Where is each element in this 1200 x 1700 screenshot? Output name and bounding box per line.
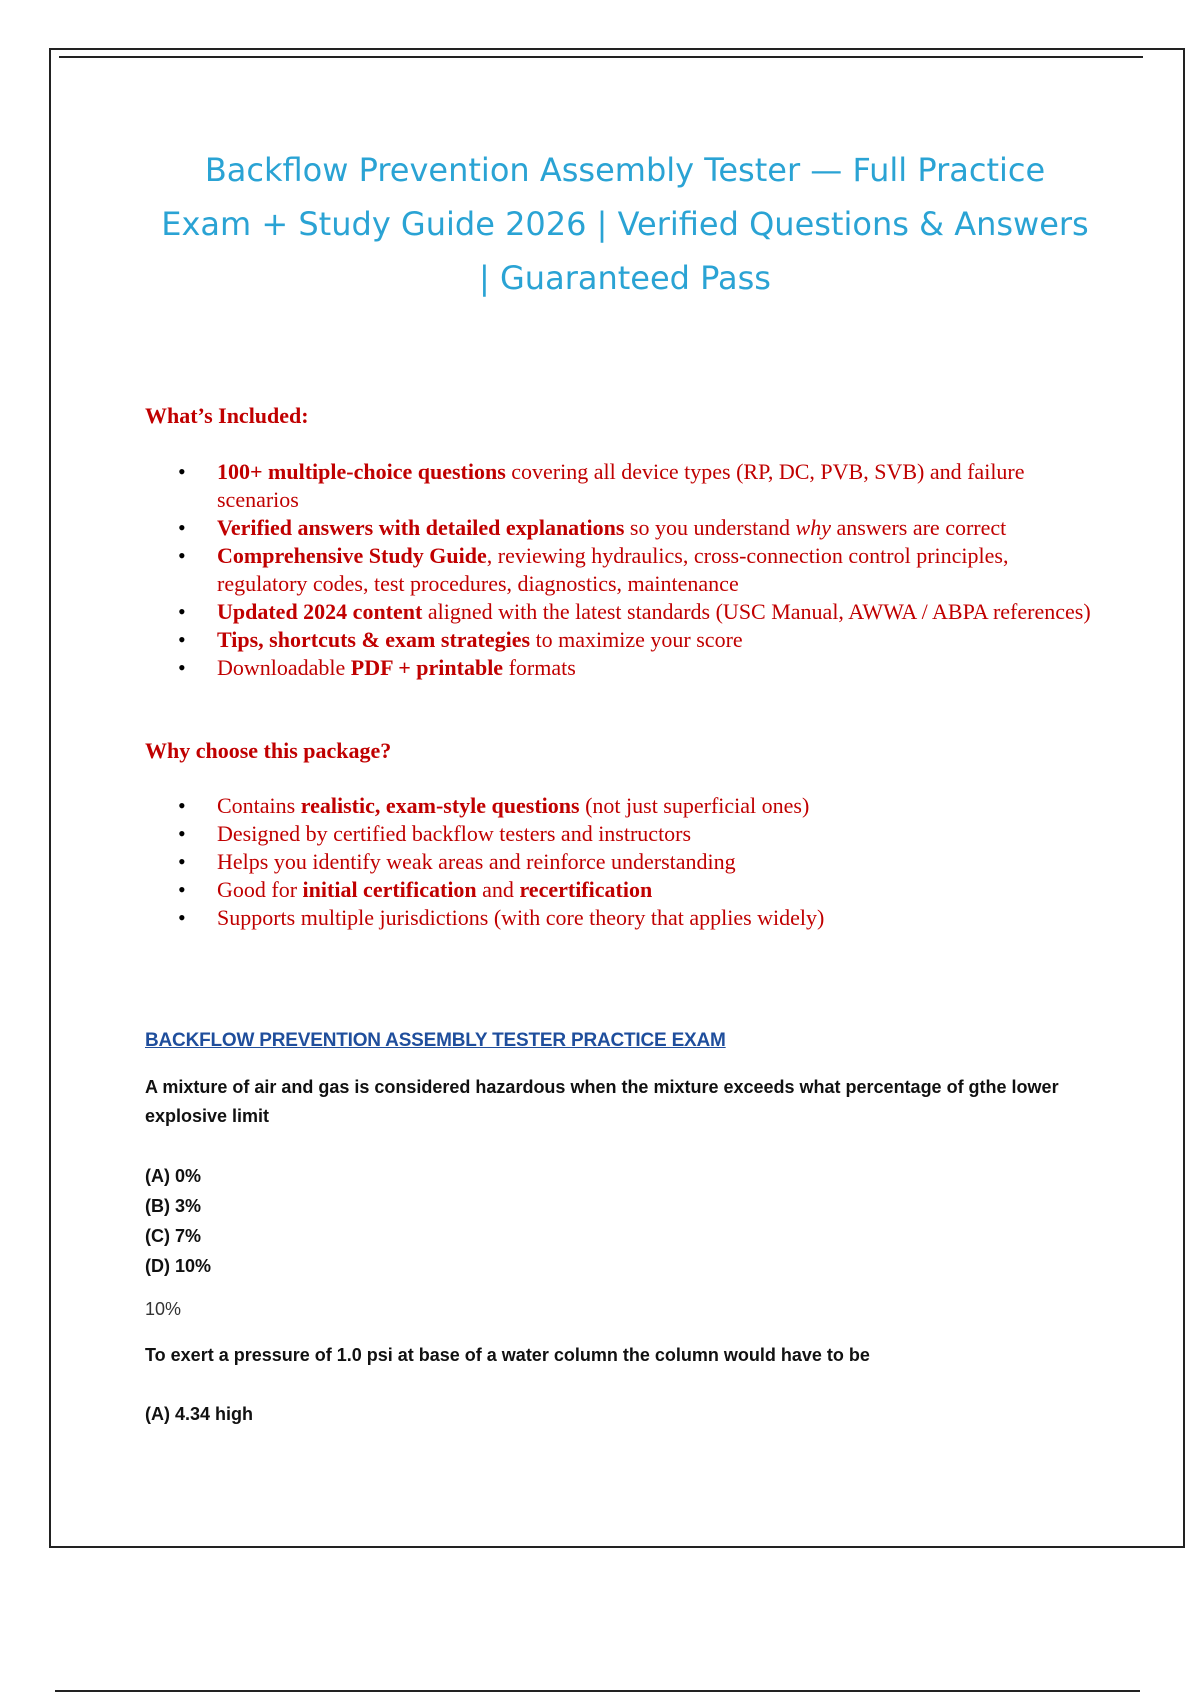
included-item: • Verified answers with detailed explanations so you understand why answers are correct [145,514,1095,542]
included-list [145,458,1095,682]
why-item: • Supports multiple jurisdictions (with core theory that applies widely) [145,904,1095,932]
why-heading: Why choose this package? [145,738,392,763]
title-line-1: Backflow Prevention Assembly Tester — Full Practice [204,151,1046,189]
question-2: To exert a pressure of 1.0 psi at base of a water column the column would have to be [145,1345,870,1365]
included-item: • Downloadable PDF + printable formats [145,654,1095,682]
document-title [100,143,1150,305]
option-a: (A) 0% [145,1166,202,1186]
why-item: • Contains realistic, exam-style questions (not just superficial ones) [145,792,1095,820]
top-rule [59,56,1143,58]
included-heading: What’s Included: [145,403,309,428]
included-item: • 100+ multiple-choice questions covering all device types (RP, DC, PVB, SVB) and failure scenarios [145,458,1095,514]
included-item: • Updated 2024 content aligned with the latest standards (USC Manual, AWWA / ABPA references) [145,598,1095,626]
option-a: (A) 4.34 high [145,1404,254,1424]
why-item: • Good for initial certification and recertification [145,876,1095,904]
why-list [145,792,1095,932]
title-line-2: Exam + Study Guide 2026 | Verified Questions & Answers [161,205,1089,243]
included-item: • Comprehensive Study Guide, reviewing hydraulics, cross-connection control principles, regulatory codes, test procedures, diagnostics, maintenance [145,542,1095,598]
question-2-options [145,1399,253,1429]
option-d: (D) 10% [145,1256,212,1276]
title-line-3: | Guaranteed Pass [479,259,771,297]
included-item: • Tips, shortcuts & exam strategies to maximize your score [145,626,1095,654]
why-item: • Designed by certified backflow testers and instructors [145,820,1095,848]
option-b: (B) 3% [145,1196,202,1216]
why-item: • Helps you identify weak areas and reinforce understanding [145,848,1095,876]
exam-heading: BACKFLOW PREVENTION ASSEMBLY TESTER PRACTICE EXAM [145,1030,726,1051]
question-1: A mixture of air and gas is considered hazardous when the mixture exceeds what percentage of gthe lower explosive limit [145,1077,1059,1126]
bottom-rule [55,1690,1140,1692]
option-c: (C) 7% [145,1226,202,1246]
question-1-options [145,1161,211,1281]
question-1-answer: 10% [145,1299,182,1319]
